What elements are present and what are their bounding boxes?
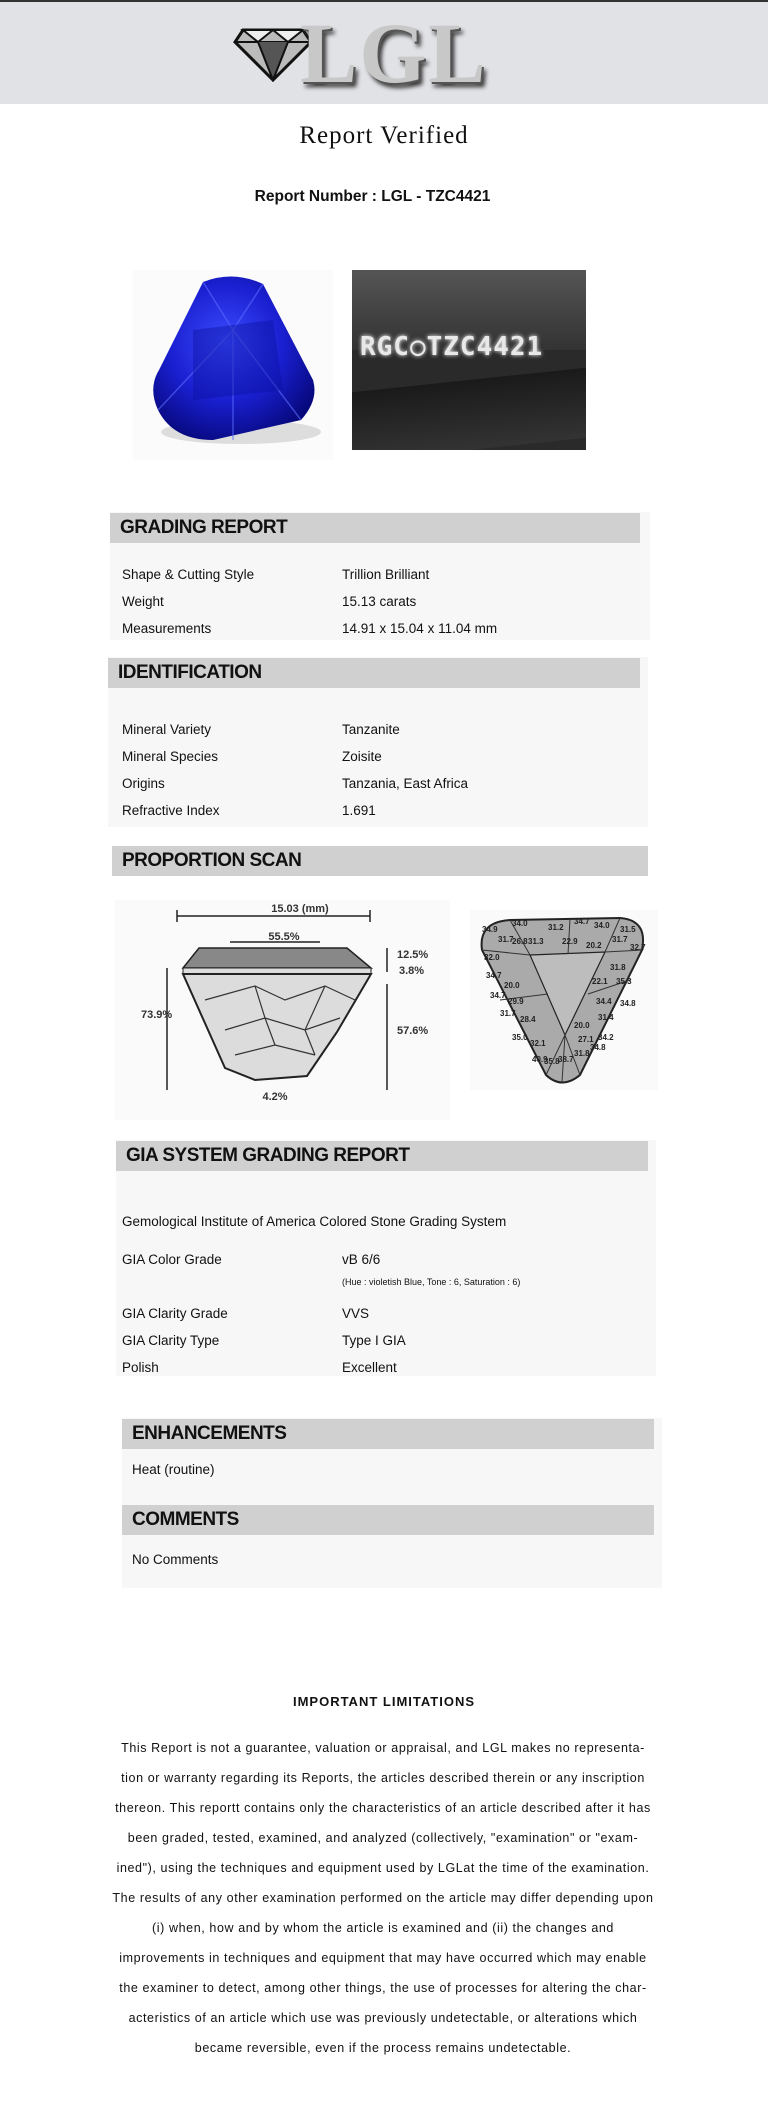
inscription-photo xyxy=(352,270,586,450)
grading-label: Shape & Cutting Style xyxy=(122,567,255,582)
facet-value-label: 34.8 xyxy=(620,999,636,1008)
facet-value-label: 20.2 xyxy=(586,941,602,950)
facet-value-label: 22.9 xyxy=(562,937,578,946)
facet-value-label: 31.7 xyxy=(612,935,628,944)
facet-value-label: 31.7 xyxy=(500,1009,516,1018)
gia-system-name: Gemological Institute of America Colored Stone Grading System xyxy=(122,1214,507,1229)
gia-polish-value: Excellent xyxy=(342,1360,397,1375)
depth-label: 73.9% xyxy=(141,1009,173,1021)
header-banner xyxy=(0,0,768,104)
identification-value: Tanzanite xyxy=(342,722,400,737)
facet-value-label: 34.8 xyxy=(590,1043,606,1052)
grading-label: Measurements xyxy=(122,621,212,636)
identification-label: Origins xyxy=(122,776,165,791)
facet-value-label: 34.7 xyxy=(490,991,506,1000)
grading-label: Weight xyxy=(122,594,164,609)
grading-value: 14.91 x 15.04 x 11.04 mm xyxy=(342,621,498,636)
facet-value-label: 29.9 xyxy=(508,997,524,1006)
gia-color-note: (Hue : violetish Blue, Tone : 6, Saturation : 6) xyxy=(342,1277,521,1287)
facet-value-label: 32.1 xyxy=(530,1039,546,1048)
gia-clarity-type-value: Type I GIA xyxy=(342,1333,406,1348)
proportion-scan-heading: PROPORTION SCAN xyxy=(112,846,648,876)
logo-text: LGL xyxy=(300,5,488,101)
facet-value-label: 34.9 xyxy=(482,925,498,934)
facet-value-label: 35.0 xyxy=(512,1033,528,1042)
facet-value-label: 20.0 xyxy=(504,981,520,990)
pavilion-label: 57.6% xyxy=(397,1025,429,1037)
facet-value-label: 31.8 xyxy=(574,1049,590,1058)
facet-value-label: 34.7 xyxy=(486,971,502,980)
facet-value-label: 32.7 xyxy=(630,943,646,952)
gia-color-value: vB 6/6 xyxy=(342,1252,381,1267)
facet-value-label: 34.7 xyxy=(574,917,590,926)
comments-heading: COMMENTS xyxy=(122,1505,654,1535)
width-label: 15.03 (mm) xyxy=(271,903,329,915)
gia-color-label: GIA Color Grade xyxy=(122,1252,222,1267)
facet-value-label: 31.7 xyxy=(498,935,514,944)
gia-clarity-value: VVS xyxy=(342,1306,370,1321)
girdle-label: 3.8% xyxy=(399,965,425,977)
crown-label: 12.5% xyxy=(397,949,429,961)
table-label: 55.5% xyxy=(268,931,300,943)
grading-value: 15.13 carats xyxy=(342,594,417,609)
gia-polish-label: Polish xyxy=(122,1360,159,1375)
comments-text: No Comments xyxy=(132,1552,219,1567)
identification-label: Mineral Species xyxy=(122,749,219,764)
facet-value-label: 31.2 xyxy=(548,923,564,932)
identification-value: 1.691 xyxy=(342,803,376,818)
facet-value-label: 34.4 xyxy=(596,997,612,1006)
limitations-body: This Report is not a guarantee, valuation or appraisal, and LGL makes no representa-tion or warranty regarding its Reports, the articles described therein or any inscription thereon. This reportt contains only the characteristics of an article described after it has been graded, tested, examined, and analyzed (collectively, "examination" or "exam-ined"), using the techniques and equipment used by LGLat the time of the examination. The results of any other examination performed on the article may differ depending upon (i) when, how and by whom the article is examined and (ii) the changes and improvements in techniques and equipment that may have occurred which may enable the examiner to detect, among other things, the use of processes for altering the char-acteristics of an article which use was previously undetectable, or alterations which became reversible, even if the process remains undetectable. xyxy=(112,1741,654,2055)
facet-value-label: 28.4 xyxy=(520,1015,536,1024)
facet-value-label: 34.2 xyxy=(598,1033,614,1042)
facet-value-label: 22.1 xyxy=(592,977,608,986)
gem-photo xyxy=(133,270,333,460)
inscription-text: RGC○TZC4421 xyxy=(360,332,544,362)
identification-value: Zoisite xyxy=(342,749,382,764)
facet-value-label: 35.3 xyxy=(616,977,632,986)
gia-heading: GIA SYSTEM GRADING REPORT xyxy=(116,1141,648,1171)
enhancements-text: Heat (routine) xyxy=(132,1462,215,1477)
identification-label: Mineral Variety xyxy=(122,722,212,737)
page-title: Report Verified xyxy=(299,122,469,149)
facet-value-label: 31.8 xyxy=(610,963,626,972)
facet-value-label: 27.1 xyxy=(578,1035,594,1044)
facet-value-label: 26.8 xyxy=(512,937,528,946)
gia-clarity-label: GIA Clarity Grade xyxy=(122,1306,228,1321)
side-profile-diagram xyxy=(115,900,450,1120)
facet-value-label: 40.9 xyxy=(532,1055,548,1064)
facet-map-diagram xyxy=(470,910,658,1090)
facet-value-label: 31.4 xyxy=(598,1013,614,1022)
identification-value: Tanzania, East Africa xyxy=(342,776,469,791)
enhancements-heading: ENHANCEMENTS xyxy=(122,1419,654,1449)
facet-value-label: 34.0 xyxy=(512,919,528,928)
gia-clarity-type-label: GIA Clarity Type xyxy=(122,1333,220,1348)
facet-value-label: 31.3 xyxy=(528,937,544,946)
identification-heading: IDENTIFICATION xyxy=(108,658,640,688)
limitations-heading: IMPORTANT LIMITATIONS xyxy=(292,1694,476,1709)
facet-value-label: 20.0 xyxy=(574,1021,590,1030)
facet-value-label: 34.0 xyxy=(594,921,610,930)
facet-value-label: 31.5 xyxy=(620,925,636,934)
identification-label: Refractive Index xyxy=(122,803,220,818)
grading-report-heading: GRADING REPORT xyxy=(110,513,640,543)
facet-value-label: 38.7 xyxy=(558,1055,574,1064)
facet-value-label: 35.8 xyxy=(544,1057,560,1066)
facet-value-label: 32.0 xyxy=(484,953,500,962)
culet-label: 4.2% xyxy=(262,1091,288,1103)
report-number: Report Number : LGL - TZC4421 xyxy=(254,188,491,205)
grading-value: Trillion Brilliant xyxy=(342,567,430,582)
